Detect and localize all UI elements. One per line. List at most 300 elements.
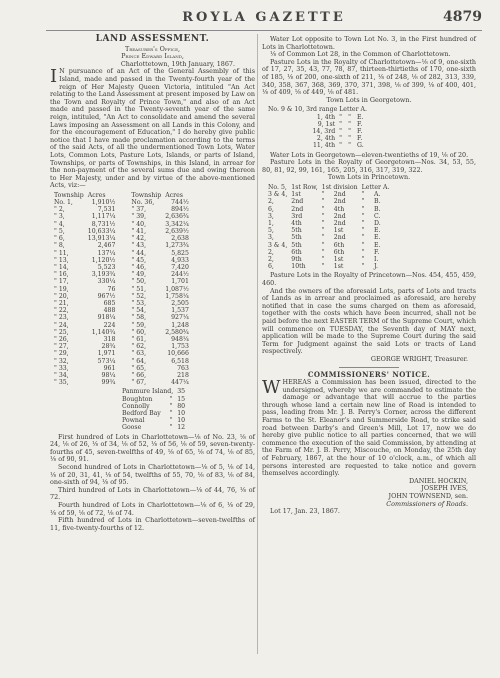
- table-cell: 137¼: [97, 249, 116, 257]
- table-cell: 13,913¼: [87, 235, 116, 243]
- princetown-cell: 3rd: [291, 212, 303, 220]
- table-row: [52, 264, 191, 271]
- table-cell: " 43,: [131, 242, 147, 250]
- table-cell: " 16,: [54, 271, 69, 279]
- table-cell: 4,933: [171, 256, 189, 264]
- intro-paragraph: I N pursuance of an Act of the General Assembly of this Island, made and passed in the Twenty-fourth year of the reign of Her Majesty Queen Victoria, intituled "An Act relating to the Land Assessment at present imposed by Law on the Town and Royalty of Prince Town," and also of an Act made and passed in the Twenty-seventh year of the same reign, intituled, "An Act to consolidate and amend the several Laws imposing an Assessment on all Lands in this Colony, and for the encouragement of Education," I do hereby give public notice that I have made proclamation according to the terms of the said Acts, of all the undermentioned Town Lots, Water Lots, Common Lots, Pasture Lots, Islands, or parts of Island, Townships, or parts of Townships, in this Island, in arrear for the non-payment of the several sums due and owing thereon to Her Majesty, under and by virtue of the above-mentioned Acts, viz:—: [50, 66, 255, 190]
- princetown-cell: ": [361, 198, 365, 206]
- table-cell: 99¾: [101, 379, 116, 387]
- table-cell: 894½: [171, 206, 189, 214]
- island-cell: ": [169, 424, 173, 432]
- table-cell: 2,636¾: [165, 213, 189, 221]
- princetown-cell: A.: [374, 191, 381, 199]
- princetown-cell: ": [361, 191, 365, 199]
- princetown-cell: ": [321, 234, 325, 242]
- table-cell: " 29,: [54, 350, 69, 358]
- lots-paragraph: Third hundred of Lots in Charlottetown—⅛ of 44, 76, ⅛ of 72.: [50, 485, 255, 502]
- table-cell: " 60,: [131, 328, 147, 336]
- island-cell: Boughton: [122, 395, 153, 403]
- table-cell: " 6,: [54, 235, 65, 243]
- georgetown-cell: 14, 3rd: [312, 127, 336, 135]
- table-row: [52, 307, 191, 314]
- table-cell: 76: [107, 285, 116, 293]
- island-cell: 35: [177, 388, 186, 396]
- table-cell: 218: [177, 371, 189, 379]
- table-row: [52, 343, 191, 350]
- princetown-cell: ": [361, 255, 365, 263]
- table-cell: 967½: [97, 292, 116, 300]
- princetown-row: [266, 256, 391, 263]
- princetown-cell: E.: [374, 241, 381, 249]
- princetown-cell: 5th: [291, 227, 302, 235]
- table-row: [52, 199, 191, 206]
- table-cell: 2,505: [171, 299, 189, 307]
- table-row: [52, 322, 191, 329]
- georgetown-cell: G.: [357, 142, 364, 150]
- princetown-cell: 5th: [291, 234, 302, 242]
- gazette-title: ROYLA GAZETTE: [182, 10, 346, 25]
- table-cell: " 67,: [131, 379, 147, 387]
- table-cell: 1,910½: [91, 199, 116, 207]
- princetown-cell: ": [321, 219, 325, 227]
- table-cell: 2,467: [97, 242, 116, 250]
- princetown-cell: F.: [374, 248, 380, 256]
- princetown-cell: 5,: [268, 227, 274, 235]
- table-row: [52, 336, 191, 343]
- georgetown-row: [266, 142, 369, 149]
- princetown-heading: Town Lots in Princetown.: [327, 173, 411, 182]
- table-cell: " 58,: [131, 314, 147, 322]
- table-cell: " 19,: [54, 285, 69, 293]
- table-cell: 5,825: [171, 249, 189, 257]
- table-row: [52, 329, 191, 336]
- princetown-cell: 6,: [268, 205, 274, 213]
- princetown-cell: ": [321, 255, 325, 263]
- lots-paragraph: Fifth hundred of Lots in Charlottetown—seven-twelfths of 11, five-twenty-fourths of 12.: [50, 516, 255, 532]
- table-cell: " 61,: [131, 335, 147, 343]
- table-cell: " 53,: [131, 299, 147, 307]
- princetown-cell: ": [321, 263, 325, 271]
- table-cell: 7,420: [171, 263, 189, 271]
- princetown-cell: 1st: [333, 255, 344, 263]
- table-cell: " 27,: [54, 343, 69, 351]
- table-cell: " 41,: [131, 227, 147, 235]
- island-cell: 12: [177, 424, 186, 432]
- princetown-cell: ": [361, 241, 365, 249]
- princetown-cell: 3 & 4,: [268, 241, 288, 249]
- table-row: [52, 293, 191, 300]
- georgetown-row: [266, 135, 369, 142]
- princetown-row: [266, 191, 391, 198]
- island-cell: 15: [177, 395, 186, 403]
- place-line: Prince Edward Island,: [121, 52, 184, 61]
- lots-paragraph: And the owners of the aforesaid Lots, parts of Lots and tracts of Lands as in arrear and proclaimed as aforesaid, are hereby notified that in case the sums charged on them as aforesaid, together with the costs which have been incurred, shall not be paid before the next EASTER TERM of the Supreme Court, which will commence on TUESDAY, the Seventh day of MAY next, application will be made to the Supreme Court during the said Term for Judgment against the said Lots or tracts of Land respectively.: [262, 286, 476, 356]
- princetown-cell: 2nd: [333, 212, 346, 220]
- princetown-cell: 2,: [268, 248, 274, 256]
- table-cell: " 62,: [131, 343, 147, 351]
- table-cell: 1,971: [97, 350, 116, 358]
- princetown-cell: B.: [374, 198, 381, 206]
- princetown-cell: 6th: [333, 241, 345, 249]
- signature-line: DANIEL HOCKIN,: [408, 476, 468, 485]
- princetown-row: [266, 234, 391, 241]
- table-row: [52, 350, 191, 357]
- table-cell: " 49,: [131, 271, 147, 279]
- princetown-cell: 1st Row,: [291, 183, 318, 191]
- table-cell: 447¼: [171, 379, 189, 387]
- table-cell: 948¼: [171, 335, 189, 343]
- left-column: [50, 36, 255, 532]
- table-cell: 573¼: [97, 357, 116, 365]
- table-cell: 1,087½: [165, 285, 189, 293]
- table-cell: " 4,: [54, 220, 65, 228]
- table-row: [52, 257, 191, 264]
- page-number: 4879: [443, 9, 482, 25]
- princetown-cell: 6,: [268, 263, 274, 271]
- commissioners-dropcap: W: [262, 377, 281, 399]
- table-cell: 927¼: [171, 314, 189, 322]
- island-cell: Panmure Island,: [122, 388, 174, 396]
- georgetown-cell: ": [348, 142, 351, 150]
- princetown-cell: ": [361, 234, 365, 242]
- table-cell: 918¼: [97, 314, 116, 322]
- princetown-cell: 2nd: [333, 219, 346, 227]
- princetown-row: [266, 263, 391, 270]
- commissioners-notice: WHEREAS a Commission has been issued, directed to the undersigned, whereby we are commanded to estimate the damage or advantage that will accrue to the parties through whose land a certain new line of Road is intended to pass, leading from Mr. J. B. Perry's Corner, across the different Farms to the St. Eleanor's and Summerside Road, to strike said road between Darby's and Green's Mill, Lot 17, now we do hereby give public notice to all parties concerned, that we will commence the execution of the said Commission, by attending at the Farm of Mr. J. B. Perry, Miscouche, on Monday, the 25th day of February, 1867, at the hour of 10 o'clock, a.m., of which all persons interested are requested to take notice and govern themselves accordingly.: [262, 377, 476, 478]
- table-cell: " 14,: [54, 263, 69, 271]
- georgetown-paragraphs: [262, 152, 476, 175]
- table-cell: 330¼: [97, 278, 116, 286]
- table-cell: 961: [103, 364, 116, 372]
- table-cell: 5,523: [97, 263, 116, 271]
- table-cell: " 5,: [54, 227, 65, 235]
- table-cell: 98¼: [101, 371, 116, 379]
- table-cell: 10,633¼: [87, 227, 116, 235]
- table-cell: " 44,: [131, 249, 147, 257]
- table-row: [52, 235, 191, 242]
- georgetown-row: [266, 121, 369, 128]
- island-row: [120, 403, 187, 410]
- princetown-cell: ": [361, 212, 365, 220]
- princetown-cell: 2,: [268, 198, 274, 206]
- princetown-cell: 10th: [291, 263, 306, 271]
- princetown-cell: 2nd: [291, 205, 304, 213]
- table-row: [52, 206, 191, 213]
- township-table: [52, 192, 191, 386]
- table-row: [52, 300, 191, 307]
- land-assessment-heading: LAND ASSESSMENT.: [95, 34, 210, 44]
- signature-line: Commissioners of Roads.: [386, 499, 468, 508]
- island-row: [120, 417, 187, 424]
- georgetown-cell: ": [348, 135, 351, 143]
- island-row: [120, 396, 187, 403]
- table-cell: " 24,: [54, 321, 69, 329]
- table-cell: " 66,: [131, 371, 147, 379]
- table-row: [52, 365, 191, 372]
- table-cell: 3,193¾: [91, 271, 116, 279]
- table-cell: " 39,: [131, 213, 147, 221]
- lots-paragraph: Pasture Lots in the Royalty of Charlottetown—⅛ of 9, one-sixth of 17, 27, 35, 43, 77, 78, 87, thirteen-thirtieths of 170, one-sixth of 185, ⅛ of 200, one-sixth of 211, ⅛ of 248, ⅛ of 282, 313, 339, 340, 358, 367, 368, 369, 370, 371, 398, ⅛ of 399, ⅛ of 400, 401, ⅛ of 409, ⅛ of 449, ⅛ of 481.: [262, 57, 476, 97]
- table-cell: " 20,: [54, 292, 69, 300]
- table-cell: " 51,: [131, 285, 147, 293]
- table-cell: 2,638: [171, 235, 189, 243]
- island-cell: ": [169, 409, 173, 417]
- table-cell: 1,248: [171, 321, 189, 329]
- princetown-cell: E.: [374, 227, 381, 235]
- princetown-cell: I.: [374, 255, 379, 263]
- table-cell: 744½: [171, 199, 189, 207]
- princetown-cell: ": [321, 227, 325, 235]
- princetown-cell: D.: [374, 219, 381, 227]
- princetown-cell: 6th: [333, 248, 345, 256]
- princetown-cell: ": [361, 248, 365, 256]
- islands-table: [120, 388, 187, 431]
- table-cell: 763: [177, 364, 189, 372]
- island-cell: Connolly: [122, 402, 150, 410]
- princetown-row: [266, 220, 391, 227]
- princetown-cell: 2nd: [333, 191, 346, 199]
- princetown-cell: 1st: [333, 227, 344, 235]
- table-row: [52, 286, 191, 293]
- table-cell: " 63,: [131, 350, 147, 358]
- princetown-row: [266, 206, 391, 213]
- princetown-cell: 3 & 4,: [268, 191, 288, 199]
- table-cell: 28¾: [101, 343, 116, 351]
- table-cell: " 65,: [131, 364, 147, 372]
- georgetown-cell: ": [348, 120, 351, 128]
- township-table-header: Township Acres Township Acres: [54, 191, 183, 199]
- left-paragraphs: [50, 434, 255, 533]
- princetown-cell: J.: [374, 263, 378, 271]
- table-cell: " 59,: [131, 321, 147, 329]
- lots-paragraph: Pasture Lots in the Royalty of Princetown—Nos. 454, 455, 459, 460.: [262, 271, 476, 287]
- princetown-cell: 2nd: [333, 198, 346, 206]
- table-row: [52, 242, 191, 249]
- table-cell: " 40,: [131, 220, 147, 228]
- island-row: [120, 424, 187, 431]
- princetown-cell: 1st: [333, 263, 344, 271]
- table-cell: " 45,: [131, 256, 147, 264]
- table-cell: 244½: [171, 271, 189, 279]
- princetown-cell: 1st: [291, 191, 301, 199]
- column-divider: [257, 34, 258, 654]
- table-cell: 6,518: [171, 357, 189, 365]
- table-cell: 1,758¼: [165, 292, 189, 300]
- commissioners-heading: COMMISSIONERS' NOTICE.: [307, 369, 431, 379]
- georgetown-cell: ": [348, 127, 351, 135]
- table-cell: 224: [103, 321, 116, 329]
- lots-paragraph: Water Lots in Georgetown—eleven-twentieths of 19, ⅛ of 20.: [270, 150, 469, 159]
- table-cell: 1,701: [171, 278, 189, 286]
- georgetown-cell: E.: [357, 113, 364, 121]
- georgetown-table: [266, 106, 369, 149]
- lots-paragraph: Water Lot opposite to Town Lot No. 3, in the First hundred of Lots in Charlottetown.: [262, 35, 476, 51]
- georgetown-cell: No. 9 & 10, 3rd range Letter A.: [268, 106, 367, 114]
- princetown-table: [266, 184, 391, 270]
- georgetown-cell: F.: [357, 127, 363, 135]
- island-cell: 10: [177, 409, 186, 417]
- table-cell: " 64,: [131, 357, 147, 365]
- table-cell: " 50,: [131, 278, 147, 286]
- princetown-cell: ": [321, 212, 325, 220]
- princetown-cell: 9th: [291, 255, 302, 263]
- table-cell: 8,731½: [91, 220, 116, 228]
- table-cell: " 46,: [131, 263, 147, 271]
- georgetown-cell: 1, 4th: [316, 113, 336, 121]
- georgetown-cell: 9, 1st: [317, 120, 336, 128]
- dateline: Charlottetown, 19th January, 1867.: [120, 59, 235, 68]
- page-header: [46, 8, 482, 31]
- table-cell: " 52,: [131, 292, 147, 300]
- georgetown-cell: ": [339, 113, 343, 121]
- princetown-row: [266, 242, 391, 249]
- table-cell: 1,273¾: [165, 242, 189, 250]
- signature-line: JOHN TOWNSEND, sen.: [388, 492, 468, 500]
- office-line: Treasurer's Office,: [124, 44, 181, 53]
- princetown-cell: 4th: [291, 219, 302, 227]
- georgetown-cell: 11, 4th: [312, 142, 336, 150]
- island-cell: ": [169, 395, 173, 403]
- table-cell: " 32,: [54, 357, 69, 365]
- princetown-cell: 5th: [291, 241, 302, 249]
- princetown-cell: E.: [374, 234, 381, 242]
- table-cell: 1,140¾: [91, 328, 116, 336]
- table-cell: 1,117¼: [91, 213, 116, 221]
- table-row: [52, 221, 191, 228]
- table-cell: " 13,: [54, 256, 69, 264]
- georgetown-cell: ": [339, 120, 343, 128]
- table-cell: 2,580¾: [165, 328, 189, 336]
- table-cell: " 54,: [131, 307, 147, 315]
- princetown-row: [266, 184, 391, 191]
- table-cell: " 2,: [54, 206, 65, 214]
- table-cell: 10,666: [167, 350, 189, 358]
- table-cell: " 17,: [54, 278, 69, 286]
- table-cell: 1,120½: [91, 256, 116, 264]
- princetown-row: [266, 249, 391, 256]
- georgetown-cell: ": [348, 113, 351, 121]
- island-row: [120, 410, 187, 417]
- princetown-cell: ": [361, 263, 365, 271]
- princetown-cell: 2nd: [333, 234, 346, 242]
- georgetown-row: [266, 114, 369, 121]
- table-cell: No. 1,: [54, 199, 73, 207]
- island-cell: ": [169, 417, 173, 425]
- princetown-cell: 3,: [268, 234, 274, 242]
- island-row: [120, 388, 187, 395]
- princetown-cell: 2,: [268, 255, 274, 263]
- table-row: [52, 271, 191, 278]
- table-cell: " 42,: [131, 235, 147, 243]
- princetown-cell: ": [321, 198, 325, 206]
- princetown-row: [266, 227, 391, 234]
- table-cell: 318: [103, 335, 116, 343]
- table-cell: " 35,: [54, 379, 69, 387]
- table-cell: " 33,: [54, 364, 69, 372]
- princetown-cell: ": [361, 205, 365, 213]
- lots-paragraph: ⅛ of Common Lot 28, in the Common of Charlottetown.: [270, 50, 451, 59]
- princetown-cell: B.: [374, 205, 381, 213]
- table-cell: 2,639½: [165, 227, 189, 235]
- table-cell: " 23,: [54, 314, 69, 322]
- lots-paragraph: Second hundred of Lots in Charlottetown—⅛ of 5, ⅛ of 14, ⅛ of 20, 31, 41, ⅛ of 54, twelfths of 55, 70, ⅛ of 83, ⅛ of 84, one-sixth of 94, ⅛ of 95.: [50, 462, 255, 487]
- island-cell: Goose: [122, 424, 142, 432]
- lots-paragraph: Fourth hundred of Lots in Charlottetown—⅛ of 6, ⅛ of 29, ⅛ of 59, ⅛ of 72, ⅛ of 74.: [50, 500, 255, 517]
- table-cell: 1,753: [171, 343, 189, 351]
- princetown-cell: 1st division: [321, 183, 358, 191]
- table-cell: 488: [103, 307, 116, 315]
- table-cell: " 21,: [54, 299, 69, 307]
- right-column: [262, 36, 476, 516]
- section-rule: [339, 367, 399, 368]
- table-row: [52, 379, 191, 386]
- table-row: [52, 358, 191, 365]
- georgetown-row: [266, 106, 369, 113]
- georgetown-row: [266, 128, 369, 135]
- table-cell: " 11,: [54, 249, 69, 257]
- princetown-cell: Letter A.: [361, 183, 390, 191]
- table-row: [52, 228, 191, 235]
- table-cell: No. 36,: [131, 199, 155, 207]
- princetown-row: [266, 198, 391, 205]
- princetown-cell: 1,: [268, 219, 274, 227]
- princetown-cell: 2nd: [291, 198, 304, 206]
- princetown-cell: ": [361, 219, 365, 227]
- georgetown-cell: 2, 4th: [316, 135, 336, 143]
- georgetown-cell: F.: [357, 135, 363, 143]
- princetown-row: [266, 213, 391, 220]
- table-cell: 685: [103, 299, 116, 307]
- island-cell: 10: [177, 417, 186, 425]
- princetown-cell: 4th: [333, 205, 345, 213]
- island-cell: ": [169, 402, 173, 410]
- georgetown-cell: ": [339, 142, 343, 150]
- island-cell: Pownal: [122, 417, 145, 425]
- table-cell: " 22,: [54, 307, 69, 315]
- table-row: [52, 372, 191, 379]
- table-cell: 1,537: [171, 307, 189, 315]
- princetown-cell: No. 5,: [268, 183, 287, 191]
- princetown-cell: ": [321, 241, 325, 249]
- table-cell: " 26,: [54, 335, 69, 343]
- princetown-cell: C.: [374, 212, 381, 220]
- dropcap: I: [50, 66, 58, 88]
- princetown-cell: 3,: [268, 212, 274, 220]
- island-cell: 80: [177, 402, 186, 410]
- closing-line: Lot 17, Jan. 23, 1867.: [270, 507, 340, 516]
- right-top-paragraphs: [262, 36, 476, 97]
- table-cell: " 3,: [54, 213, 65, 221]
- princetown-cell: ": [321, 248, 325, 256]
- princetown-cell: 6th: [291, 248, 302, 256]
- lots-paragraph: Pasture Lots in the Royalty of Georgetown—Nos. 34, 53, 55, 80, 81, 92, 99, 161, 165, 205, 316, 317, 319, 322.: [262, 158, 476, 174]
- table-cell: " 8,: [54, 242, 65, 250]
- georgetown-cell: ": [339, 135, 343, 143]
- princetown-paragraphs: [262, 272, 476, 356]
- georgetown-cell: F.: [357, 120, 363, 128]
- table-cell: 7,531: [97, 206, 116, 214]
- treasurer-signature: GEORGE WRIGHT, Treasurer.: [370, 354, 468, 363]
- table-cell: 3,342¼: [165, 220, 189, 228]
- princetown-cell: ": [321, 205, 325, 213]
- georgetown-cell: ": [339, 127, 343, 135]
- table-row: [52, 278, 191, 285]
- island-cell: Bedford Bay: [122, 409, 161, 417]
- table-row: [52, 314, 191, 321]
- georgetown-heading: Town Lots in Georgetown.: [326, 95, 412, 104]
- table-row: [52, 213, 191, 220]
- table-row: [52, 250, 191, 257]
